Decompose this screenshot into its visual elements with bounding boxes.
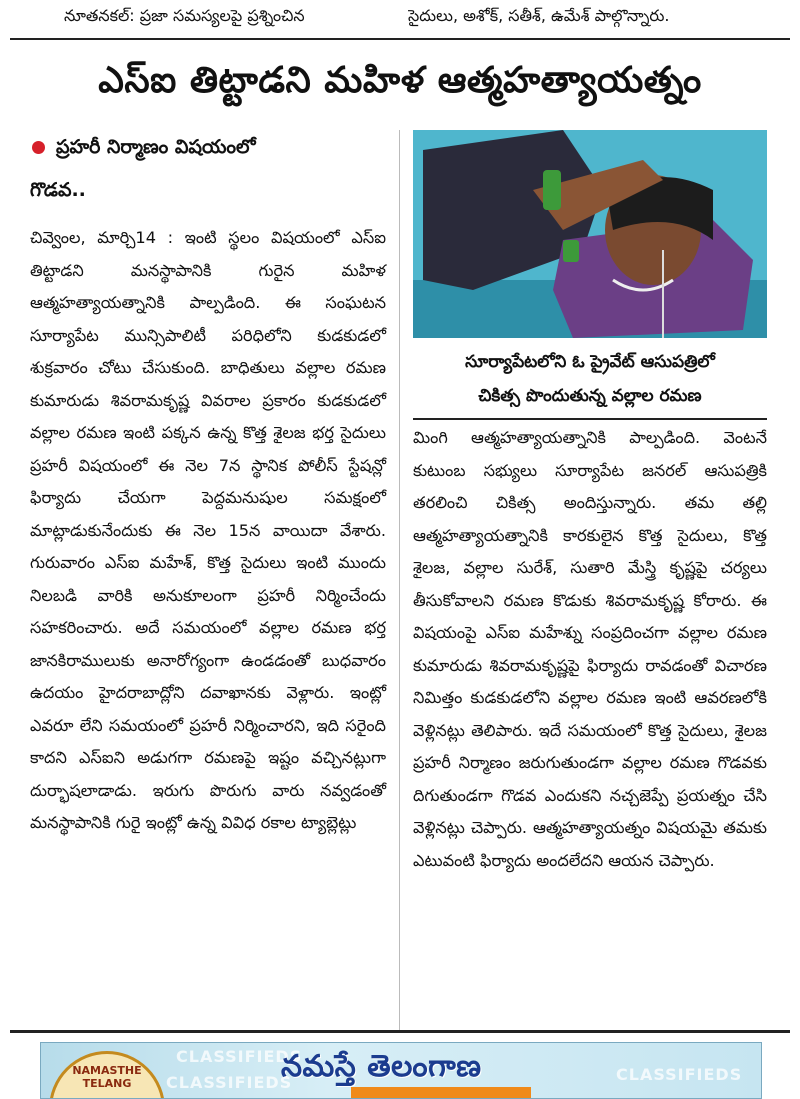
red-bullet-icon — [32, 141, 45, 154]
classifieds-watermark-2: CLASSIFIEDS — [616, 1065, 743, 1084]
previous-article-strip — [0, 0, 800, 30]
classifieds-banner — [40, 1042, 762, 1099]
seal-text: NAMASTHE TELANG — [72, 1064, 142, 1090]
footer-rule — [10, 1030, 790, 1033]
brand-logo-text: నమస్తే తెలంగాణ — [281, 1049, 482, 1084]
classifieds-watermark-3: CLASSIFIEDS — [166, 1073, 293, 1092]
top-rule — [10, 38, 790, 40]
right-column — [413, 422, 767, 877]
left-column — [30, 126, 386, 1026]
patient-photo-illustration — [413, 130, 767, 338]
article-photo — [413, 130, 767, 338]
banner-accent-bar — [351, 1087, 531, 1099]
right-body-text: మింగి ఆత్మహత్యాయత్నానికి పాల్పడింది. వెంటనే కుటుంబ సభ్యులు సూర్యాపేట జనరల్ ఆసుపత్రికి తరలించి చికిత్స అందిస్తున్నారు. తమ తల్లి ఆత్మహత్యాయత్నానికి కారకులైన కొత్త సైదులు, కొత్త శైలజ, వల్లాల సురేశ్, సుతారి మేస్త్రి కృష్ణపై చర్యలు తీసుకోవాలని రమణ కొడుకు శివరామకృష్ణ కోరారు. ఈ విషయంపై ఎస్ఐ మహేశ్ను సంప్రదించగా వల్లాల రమణ కుమారుడు శివరామకృష్ణపై ఫిర్యాదు రావడంతో విచారణ నిమిత్తం కుడకుడలోని వల్లాల రమణ ఇంటి ఆవరణలోకి వెళ్లినట్లు తెలిపారు. ఇదే సమయంలో కొత్త సైదులు, శైలజ ప్రహరీ నిర్మాణం జరుగుతుండగా వల్లాల రమణ గొడవకు దిగుతుండగా గొడవ ఎందుకని నచ్చజెప్పే ప్రయత్నం చేసి వెళ్లినట్లు చెప్పారు. ఆత్మహత్యాయత్నం విషయమై తమకు ఎటువంటి ఫిర్యాదు అందలేదని ఆయన చెప్పారు. — [413, 428, 767, 870]
previous-article-left-line: నూతనకల్: ప్రజా సమస్యలపై ప్రశ్నించిన — [64, 6, 305, 25]
left-body-text: చివ్వెంల, మార్చి14 : ఇంటి స్థలం విషయంలో ఎస్ఐ తిట్టాడని మనస్థాపానికి గురైన మహిళ ఆత్మహత్యాయత్నానికి పాల్పడింది. ఈ సంఘటన సూర్యాపేట మున్సిపాలిటీ పరిధిలోని కుడకుడలో శుక్రవారం చోటు చేసుకుంది. బాధితులు వల్లాల రమణ కుమారుడు శివరామకృష్ణ వివరాల ప్రకారం కుడకుడలో వల్లాల రమణ ఇంటి పక్కన ఉన్న కొత్త శైలజ భర్త సైదులు ప్రహరీ విషయంలో ఈ నెల 7న స్థానిక పోలీస్ స్టేషన్లో ఫిర్యాదు చేయగా పెద్దమనుషుల సమక్షంలో మాట్లాడుకునేందుకు ఈ నెల 15న వాయిదా వేశారు. గురువారం ఎస్ఐ మహేశ్, కొత్త సైదులు ఇంటి ముందు నిలబడి వారికి అనుకూలంగా ప్రహరీ నిర్మించేందు సహకరించారు. అదే సమయంలో వల్లాల రమణ భర్త జానకిరాములుకు అనారోగ్యంగా ఉండడంతో బుధవారం ఉదయం హైదరాబాద్లోని దవాఖానకు వెళ్లారు. ఇంట్లో ఎవరూ లేని సమయంలో ప్రహరీ నిర్మించారని, ఇది సరైంది కాదని ఎస్ఐని అడుగగా రమణపై ఇష్టం వచ్చినట్లుగా దుర్భాషలాడాడు. ఇరుగు పొరుగు వారు నవ్వడంతో మనస్థాపానికి గురై ఇంట్లో ఉన్న వివిధ రకాల ట్యాబ్లెట్లు — [30, 228, 386, 832]
photo-caption-line2: చికిత్స పొందుతున్న వల్లాల రమణ — [478, 386, 702, 406]
classifieds-watermark-1: CLASSIFIEDS — [176, 1047, 303, 1066]
article-headline: ఎస్ఐ తిట్టాడని మహిళ ఆత్మహత్యాయత్నం — [98, 60, 702, 101]
previous-article-right-line: సైదులు, అశోక్, సతీశ్, ఉమేశ్ పాల్గొన్నారు. — [408, 6, 670, 25]
caption-rule — [413, 418, 767, 420]
photo-caption — [413, 345, 767, 413]
column-divider — [399, 130, 400, 1030]
subheading — [30, 126, 386, 168]
subheading-line2: గొడవ.. — [30, 179, 86, 201]
newspaper-seal-logo — [49, 1051, 165, 1099]
subheading-line1: ప్రహరీ నిర్మాణం విషయంలో — [56, 136, 256, 158]
photo-caption-line1: సూర్యాపేటలోని ఓ ప్రైవేట్ ఆసుపత్రిలో — [465, 352, 715, 372]
